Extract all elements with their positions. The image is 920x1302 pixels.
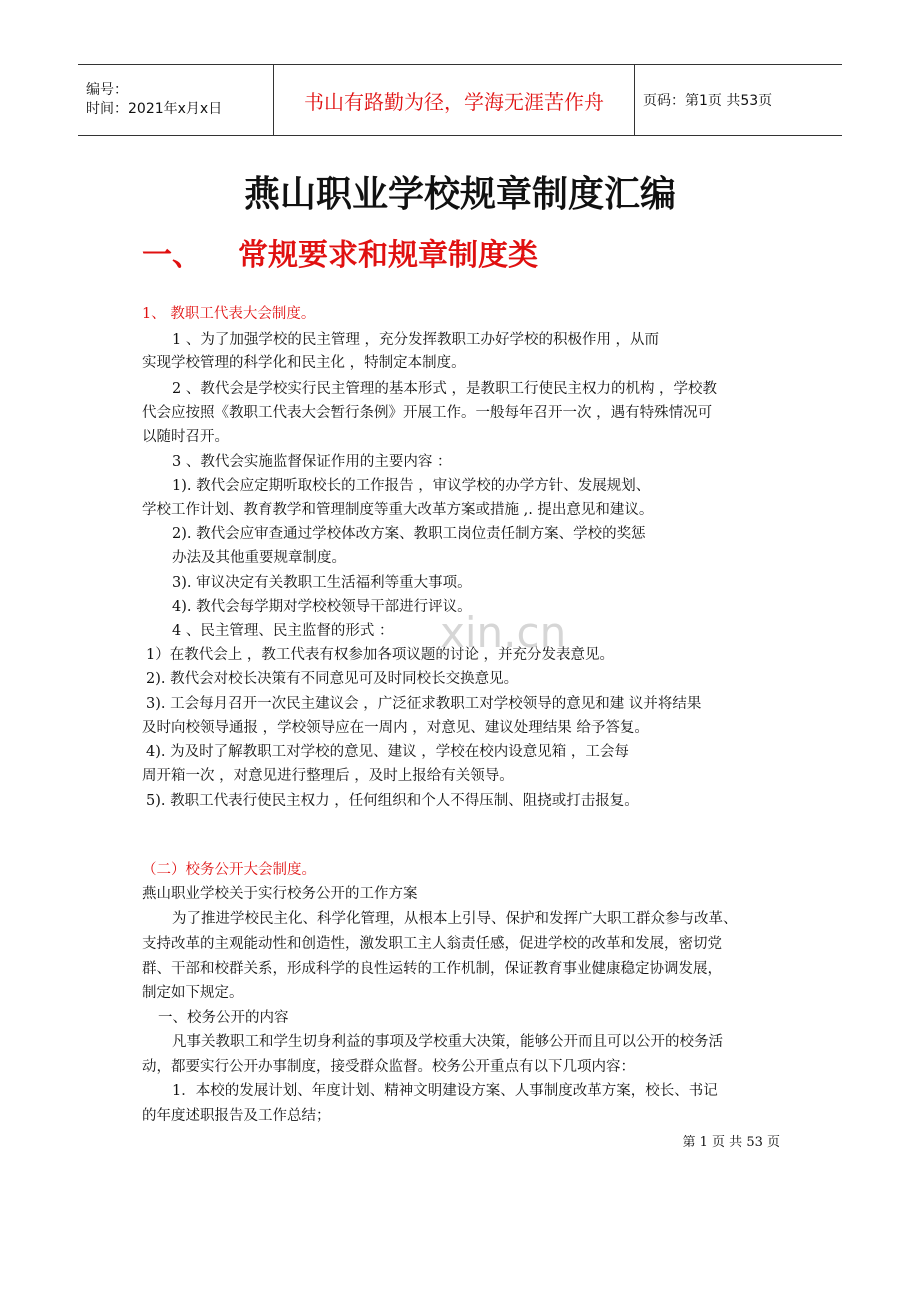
paragraph-line: 1．本校的发展计划、年度计划、精神文明建设方案、人事制度改革方案，校长、书记 bbox=[172, 1083, 718, 1099]
paragraph-line: 1). 教代会应定期听取校长的工作报告 ，审议学校的办学方针、发展规划、 bbox=[172, 478, 651, 494]
section-number: 一、 bbox=[142, 238, 202, 273]
paragraph-line: 的年度述职报告及工作总结； bbox=[142, 1108, 331, 1124]
page-footer: 第 1 页 共 53 页 bbox=[682, 1135, 780, 1150]
header-page-info bbox=[635, 65, 842, 135]
paragraph-line: 动，都要实行公开办事制度，接受群众监督。校务公开重点有以下几项内容： bbox=[142, 1059, 635, 1075]
subheading-staff-congress: 1、 教职工代表大会制度。 bbox=[142, 306, 316, 322]
paragraph-line: 2 、教代会是学校实行民主管理的基本形式 ，是教职工行使民主权力的机构 ，学校教 bbox=[172, 381, 718, 397]
header-page-info-text: 页码：第1页 共53页 bbox=[643, 93, 773, 109]
paragraph-line: 3). 审议决定有关教职工生活福利等重大事项。 bbox=[172, 575, 472, 591]
paragraph-line: 及时向校领导通报 ，学校领导应在一周内 ，对意见、建议处理结果 给予答复。 bbox=[142, 720, 649, 736]
paragraph-heading: 一、校务公开的内容 bbox=[158, 1010, 289, 1026]
paragraph-line: 支持改革的主观能动性和创造性，激发职工主人翁责任感，促进学校的改革和发展，密切党 bbox=[142, 936, 722, 952]
paragraph-line: 3). 工会每月召开一次民主建议会 ，广泛征求教职工对学校领导的意见和建 议并将结果 bbox=[146, 696, 702, 712]
paragraph-line: 为了推进学校民主化、科学化管理，从根本上引导、保护和发挥广大职工群众参与改革、 bbox=[172, 911, 738, 927]
paragraph-line: 4). 为及时了解教职工对学校的意见、建议 ，学校在校内设意见箱 ，工会每 bbox=[146, 744, 629, 760]
paragraph-line: 4 、民主管理、民主监督的形式 ： bbox=[172, 623, 394, 639]
header-motto bbox=[273, 65, 635, 135]
section-heading bbox=[142, 230, 538, 274]
header-motto-text: 书山有路勤为径，学海无涯苦作舟 bbox=[304, 89, 604, 114]
paragraph-line: 2). 教代会应审查通过学校体改方案、教职工岗位责任制方案、学校的奖惩 bbox=[172, 526, 646, 542]
watermark: xin.cn bbox=[440, 608, 567, 657]
paragraph-line: 以随时召开。 bbox=[142, 429, 229, 445]
paragraph-line: 2). 教代会对校长决策有不同意见可及时同校长交换意见。 bbox=[146, 671, 519, 687]
paragraph-line: 代会应按照《教职工代表大会暂行条例》开展工作。一般每年召开一次 ，遇有特殊情况可 bbox=[142, 405, 713, 421]
paragraph-line: 学校工作计划、教育教学和管理制度等重大改革方案或措施 ,. 提出意见和建议。 bbox=[142, 502, 654, 518]
paragraph-line: 凡事关教职工和学生切身利益的事项及学校重大决策，能够公开而且可以公开的校务活 bbox=[172, 1034, 723, 1050]
header-meta bbox=[78, 65, 273, 135]
paragraph-line: 群、干部和校群关系，形成科学的良性运转的工作机制，保证教育事业健康稳定协调发展， bbox=[142, 961, 722, 977]
section-title: 常规要求和规章制度类 bbox=[238, 238, 538, 273]
document-title: 燕山职业学校规章制度汇编 bbox=[243, 173, 676, 215]
header-number-label: 编号： bbox=[86, 82, 128, 98]
paragraph-line: 1）在教代会上 ，教工代表有权参加各项议题的讨论 ，并充分发表意见。 bbox=[146, 647, 614, 663]
paragraph-line: 办法及其他重要规章制度。 bbox=[172, 550, 346, 566]
header-time-label: 时间：2021年x月x日 bbox=[86, 101, 223, 117]
paragraph-line: 5). 教职工代表行使民主权力 ，任何组织和个人不得压制、阻挠或打击报复。 bbox=[146, 793, 639, 809]
paragraph-heading: 燕山职业学校关于实行校务公开的工作方案 bbox=[142, 886, 418, 902]
paragraph-line: 周开箱一次 ，对意见进行整理后 ，及时上报给有关领导。 bbox=[142, 768, 514, 784]
paragraph-line: 1 、为了加强学校的民主管理 ，充分发挥教职工办好学校的积极作用 ，从而 bbox=[172, 332, 660, 348]
page-header bbox=[78, 64, 842, 136]
paragraph-line: 实现学校管理的科学化和民主化 ，特制定本制度。 bbox=[142, 355, 466, 371]
paragraph-line: 制定如下规定。 bbox=[142, 985, 244, 1001]
paragraph-line: 3 、教代会实施监督保证作用的主要内容 ： bbox=[172, 454, 452, 470]
paragraph-line: 4). 教代会每学期对学校校领导干部进行评议。 bbox=[172, 599, 472, 615]
subheading-school-affairs: （二）校务公开大会制度。 bbox=[142, 862, 316, 878]
